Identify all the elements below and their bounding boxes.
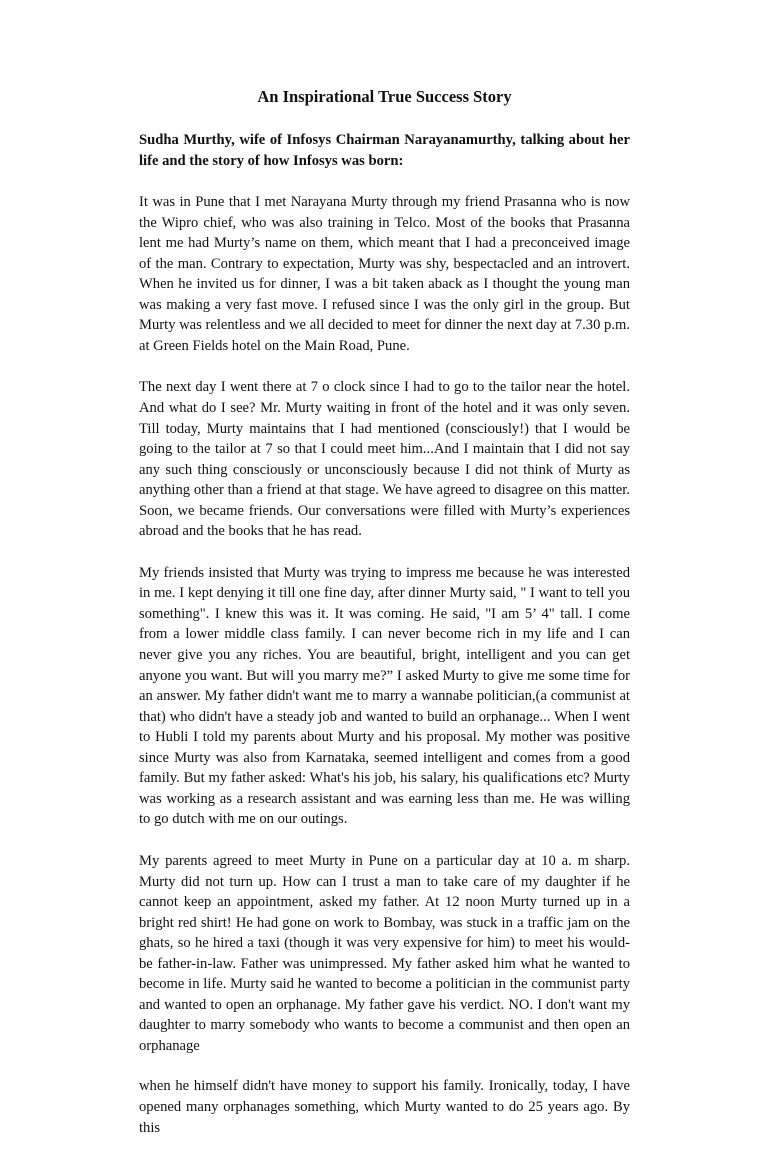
body-paragraph: It was in Pune that I met Narayana Murty through my friend Prasanna who is now the Wipro chief, who was also training in Telco. Most of the books that Prasanna lent me had Murty’s name on them, which meant that I had a preconceived image of the man. Contrary to expectation, Murty was shy, bespectacled and an introvert. When he invited us for dinner, I was a bit taken aback as I thought the young man was making a very fast move. I refused since I was the only girl in the group. But Murty was relentless and we all decided to meet for dinner the next day at 7.30 p.m. at Green Fields hotel on the Main Road, Pune. — [139, 194, 630, 354]
body-paragraph: My parents agreed to meet Murty in Pune on a particular day at 10 a. m sharp. Murty did not turn up. How can I trust a man to take care of my daughter if he cannot keep an appointment, asked my father. At 12 noon Murty turned up in a bright red shirt! He had gone on work to Bombay, was stuck in a traffic jam on the ghats, so he hired a taxi (though it was very expensive for him) to meet his would-be father-in-law. Father was unimpressed. My father asked him what he wanted to become in life. Murty said he wanted to become a politician in the communist party and wanted to open an orphanage. My father gave his verdict. NO. I don't want my daughter to marry somebody who wants to become a communist and then open an orphanage — [139, 852, 630, 1054]
intro-paragraph: Sudha Murthy, wife of Infosys Chairman Narayanamurthy, talking about her life and the story of how Infosys was born: — [139, 132, 630, 169]
document-page — [139, 86, 630, 1159]
body-paragraph: My friends insisted that Murty was trying to impress me because he was interested in me. I kept denying it till one fine day, after dinner Murty said, " I want to tell you something". I knew this was it. It was coming. He said, "I am 5’ 4" tall. I come from a lower middle class family. I can never become rich in my life and I can never give you any riches. You are beautiful, bright, intelligent and you can get anyone you want. But will you marry me?” I asked Murty to give me some time for an answer. My father didn't want me to marry a wannabe politician,(a communist at that) who didn't have a steady job and wanted to build an orphanage... When I went to Hubli I told my parents about Murty and his proposal. My mother was positive since Murty was also from Karnataka, seemed intelligent and comes from a good family. But my father asked: What's his job, his salary, his qualifications etc? Murty was working as a research assistant and was earning less than me. He was willing to go dutch with me on our outings. — [139, 564, 630, 828]
body-paragraph: when he himself didn't have money to support his family. Ironically, today, I have opened many orphanages something, which Murty wanted to do 25 years ago. By this — [139, 1078, 630, 1136]
body-paragraph: The next day I went there at 7 o clock since I had to go to the tailor near the hotel. And what do I see? Mr. Murty waiting in front of the hotel and it was only seven. Till today, Murty maintains that I had mentioned (consciously!) that I would be going to the tailor at 7 so that I could meet him...And I maintain that I did not say any such thing consciously or unconsciously because I did not think of Murty as anything other than a friend at that stage. We have agreed to disagree on this matter. Soon, we became friends. Our conversations were filled with Murty’s experiences abroad and the books that he has read. — [139, 379, 630, 540]
document-title: An Inspirational True Success Story — [257, 87, 512, 106]
